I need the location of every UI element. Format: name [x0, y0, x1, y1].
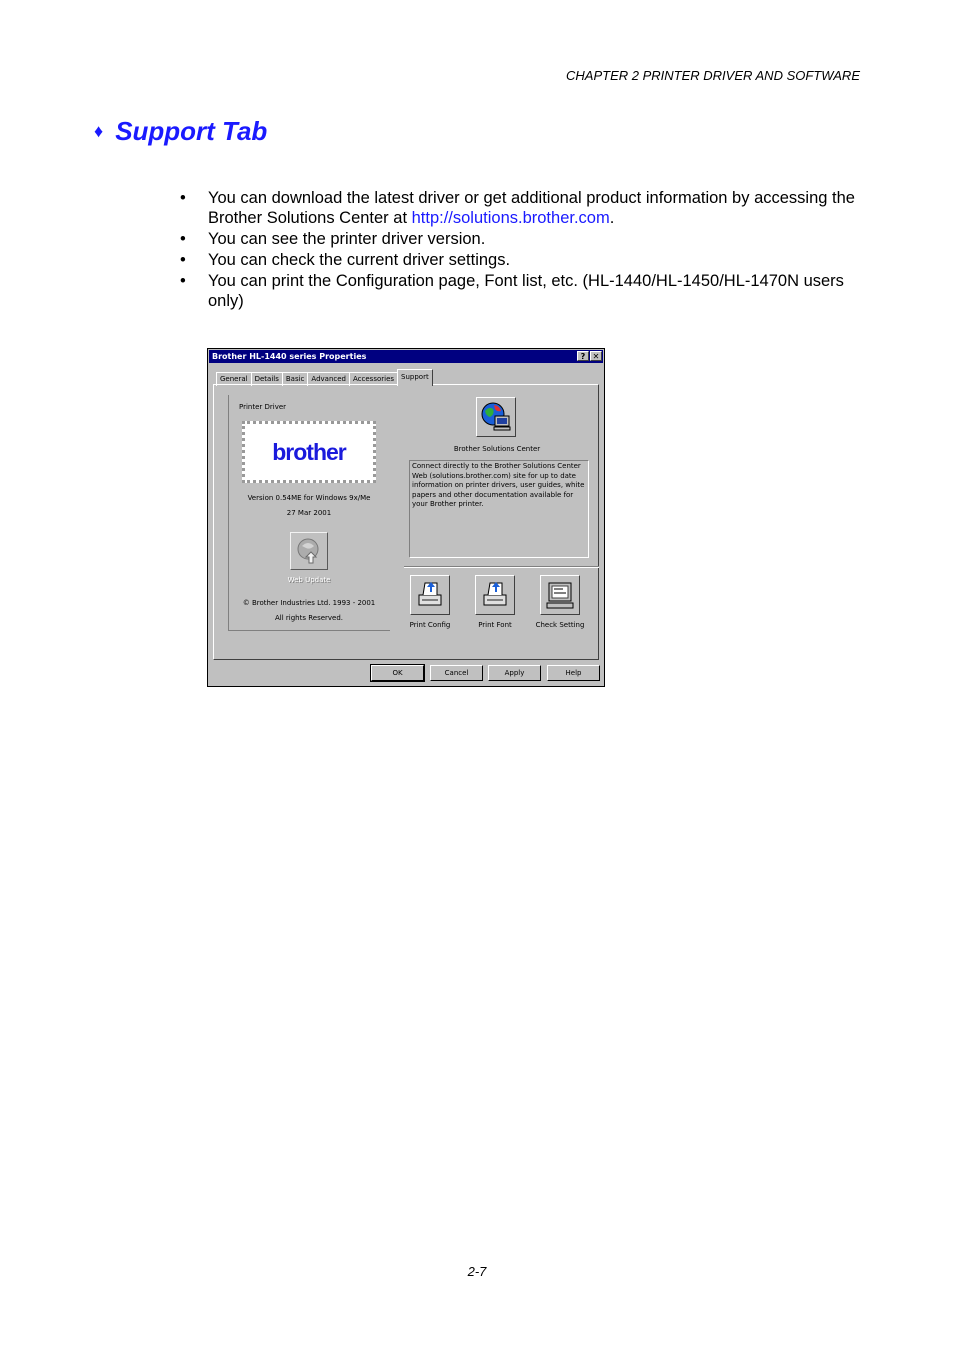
print-font-button[interactable] [475, 575, 515, 615]
list-item [180, 188, 860, 228]
tab-accessories[interactable]: Accessories [349, 372, 398, 386]
dialog-title: Brother HL-1440 series Properties [212, 352, 367, 361]
printer-font-icon [479, 579, 511, 611]
bullet-text: You can check the current driver settings. [208, 251, 511, 269]
brother-logo-text: brother [272, 438, 346, 465]
globe-computer-icon [480, 401, 512, 433]
section-title [94, 116, 267, 147]
tab-strip [216, 369, 432, 385]
section-title-text: Support Tab [115, 116, 268, 146]
tab-support[interactable]: Support [397, 369, 433, 386]
web-update-label: Web Update [287, 576, 331, 584]
apply-button[interactable]: Apply [488, 665, 541, 681]
bullet-text: You can download the latest driver or get additional product information by accessing the Brother Solutions Center at [208, 189, 855, 227]
print-config-label: Print Config [409, 621, 451, 629]
bullet-list [180, 188, 860, 312]
copyright-text: © Brother Industries Ltd. 1993 - 2001 [242, 599, 376, 607]
print-config-button[interactable] [410, 575, 450, 615]
print-font-label: Print Font [478, 621, 512, 629]
driver-version: Version 0.54ME for Windows 9x/Me [247, 494, 371, 502]
bullet-text-end: . [609, 209, 615, 227]
solutions-center-button[interactable] [476, 397, 516, 437]
support-panel [213, 384, 599, 660]
properties-dialog [207, 348, 605, 687]
printer-icon [414, 579, 446, 611]
check-setting-button[interactable] [540, 575, 580, 615]
bullet-text: You can print the Configuration page, Font list, etc. (HL-1440/HL-1450/HL-1470N users only) [208, 272, 844, 310]
driver-date: 27 Mar 2001 [286, 509, 332, 517]
tab-details[interactable]: Details [251, 372, 283, 386]
printer-driver-label: Printer Driver [239, 403, 287, 411]
tab-basic[interactable]: Basic [282, 372, 309, 386]
bullet-text: You can see the printer driver version. [208, 230, 486, 248]
ok-button[interactable]: OK [371, 665, 424, 681]
web-update-button[interactable] [290, 532, 328, 570]
list-item [180, 271, 860, 311]
list-item [180, 229, 860, 249]
divider [404, 566, 599, 568]
close-button[interactable]: ✕ [590, 351, 602, 361]
chapter-header: CHAPTER 2 PRINTER DRIVER AND SOFTWARE [566, 68, 860, 83]
brother-logo [242, 421, 376, 483]
tab-advanced[interactable]: Advanced [307, 372, 350, 386]
list-item [180, 250, 860, 270]
cancel-button[interactable]: Cancel [430, 665, 483, 681]
solutions-link[interactable]: http://solutions.brother.com [411, 209, 610, 227]
help-title-button[interactable]: ? [577, 351, 589, 361]
check-setting-label: Check Setting [535, 621, 585, 629]
diamond-bullet-icon: ♦ [94, 121, 104, 141]
solutions-description: Connect directly to the Brother Solutions Center Web (solutions.brother.com) site for up to date information on printer drivers, user guides, white papers and other documentation available for your Brother printer. [409, 460, 589, 558]
page-number: 2-7 [467, 1264, 487, 1279]
monitor-icon [544, 579, 576, 611]
dialog-titlebar[interactable] [209, 350, 603, 363]
web-update-icon [294, 536, 324, 566]
help-button[interactable]: Help [547, 665, 600, 681]
tab-general[interactable]: General [216, 372, 252, 386]
rights-text: All rights Reserved. [274, 614, 344, 622]
solutions-center-label: Brother Solutions Center [453, 445, 541, 453]
